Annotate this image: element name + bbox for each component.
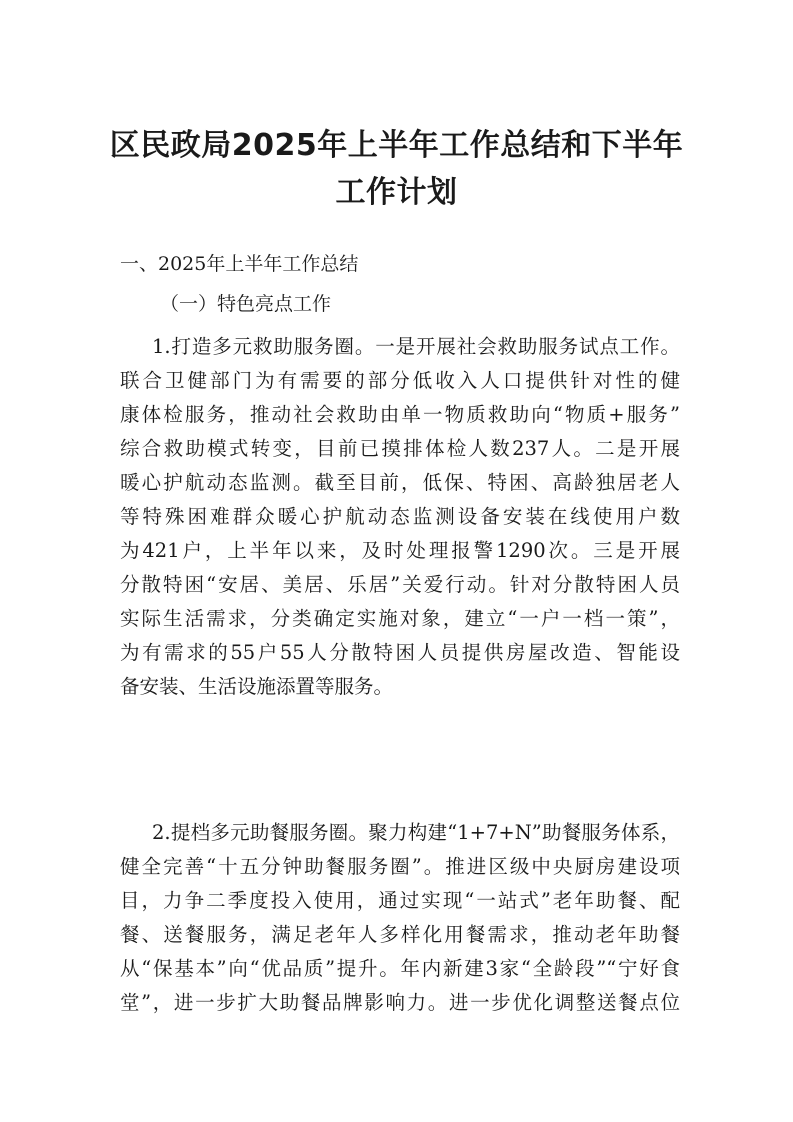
section-heading: 一、2025年上半年工作总结 bbox=[120, 253, 359, 275]
paragraph-line: 暖心护航动态监测。截至目前，低保、特困、高龄独居老人 bbox=[120, 471, 680, 494]
paragraph-line: 1.打造多元救助服务圈。一是开展社会救助服务试点工作。 bbox=[152, 335, 680, 358]
paragraph-line: 综合救助模式转变，目前已摸排体检人数237人。二是开展 bbox=[120, 437, 680, 460]
paragraph-2 bbox=[120, 816, 680, 1020]
paragraph-line: 等特殊困难群众暖心护航动态监测设备安装在线使用户数 bbox=[120, 505, 680, 528]
paragraph-line: 健全完善“十五分钟助餐服务圈”。推进区级中央厨房建设项 bbox=[120, 855, 680, 878]
paragraph-line: 目，力争二季度投入使用，通过实现“一站式”老年助餐、配 bbox=[120, 889, 680, 912]
paragraph-line: 分散特困“安居、美居、乐居”关爱行动。针对分散特困人员 bbox=[120, 573, 680, 596]
paragraph-line: 从“保基本”向“优品质”提升。年内新建3家“全龄段”“宁好食 bbox=[120, 957, 680, 980]
paragraph-line: 康体检服务，推动社会救助由单一物质救助向“物质+服务” bbox=[120, 403, 680, 426]
paragraph-line: 备安装、生活设施添置等服务。 bbox=[120, 675, 394, 698]
paragraph-line: 为有需求的55户55人分散特困人员提供房屋改造、智能设 bbox=[120, 641, 680, 664]
document-title-line-1: 区民政局2025年上半年工作总结和下半年 bbox=[109, 128, 684, 163]
paragraph-1 bbox=[120, 330, 680, 704]
subsection-heading: （一）特色亮点工作 bbox=[160, 293, 332, 315]
paragraph-line: 餐、送餐服务，满足老年人多样化用餐需求，推动老年助餐 bbox=[120, 923, 680, 946]
paragraph-line: 联合卫健部门为有需要的部分低收入人口提供针对性的健 bbox=[120, 369, 680, 392]
paragraph-line: 2.提档多元助餐服务圈。聚力构建“1+7+N”助餐服务体系， bbox=[152, 821, 680, 844]
paragraph-line: 实际生活需求，分类确定实施对象，建立“一户一档一策”， bbox=[120, 607, 680, 630]
paragraph-line: 为421户，上半年以来，及时处理报警1290次。三是开展 bbox=[120, 539, 680, 562]
paragraph-line: 堂”，进一步扩大助餐品牌影响力。进一步优化调整送餐点位 bbox=[120, 991, 680, 1014]
document-title-line-2: 工作计划 bbox=[335, 175, 458, 210]
